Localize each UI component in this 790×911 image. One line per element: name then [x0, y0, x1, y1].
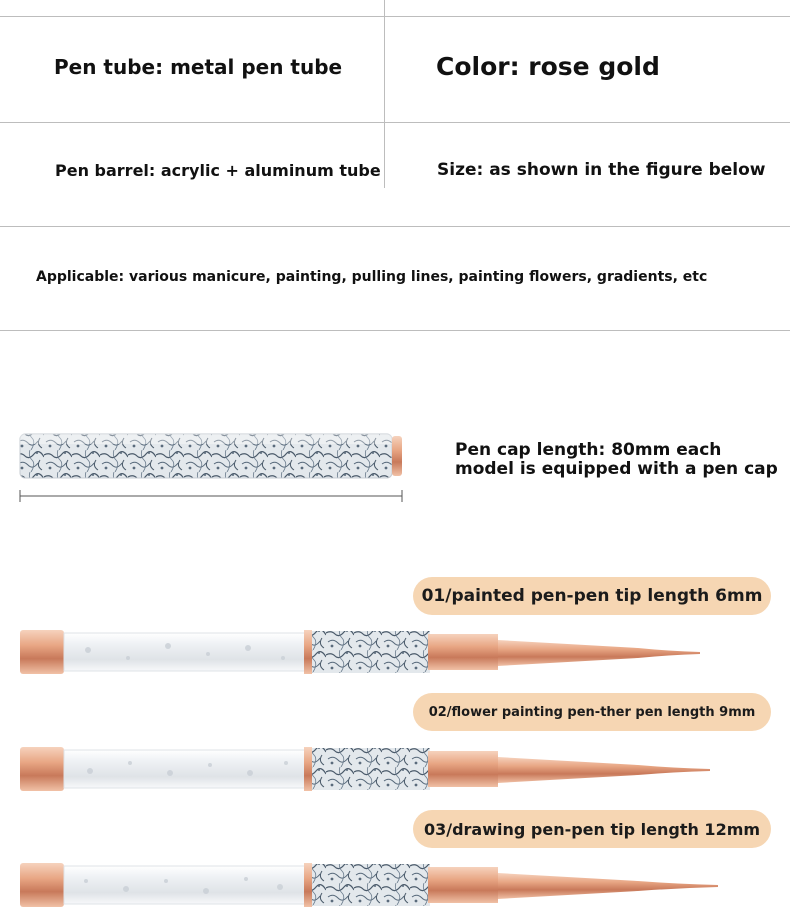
table-row-divider	[0, 226, 790, 227]
table-row-divider	[0, 122, 790, 123]
spec-color: Color: rose gold	[436, 52, 660, 81]
pen-image-02	[18, 745, 728, 795]
pen-label-01: 01/painted pen-pen tip length 6mm	[413, 577, 771, 615]
table-top-border	[0, 16, 790, 17]
cap-description-line2: model is equipped with a pen cap	[455, 459, 778, 479]
pen-image-03	[18, 861, 733, 911]
table-bottom-border	[0, 330, 790, 331]
spec-pen-barrel: Pen barrel: acrylic + aluminum tube	[55, 161, 381, 180]
spec-size: Size: as shown in the figure below	[437, 160, 766, 180]
cap-description-line1: Pen cap length: 80mm each	[455, 440, 722, 460]
pen-cap-image	[16, 428, 408, 508]
pen-image-01	[18, 628, 718, 678]
spec-pen-tube: Pen tube: metal pen tube	[54, 55, 343, 79]
spec-applicable: Applicable: various manicure, painting, pulling lines, painting flowers, gradients, etc	[36, 269, 708, 285]
pen-label-02: 02/flower painting pen-ther pen length 9mm	[413, 693, 771, 731]
pen-label-03: 03/drawing pen-pen tip length 12mm	[413, 810, 771, 848]
table-column-divider	[384, 0, 385, 188]
